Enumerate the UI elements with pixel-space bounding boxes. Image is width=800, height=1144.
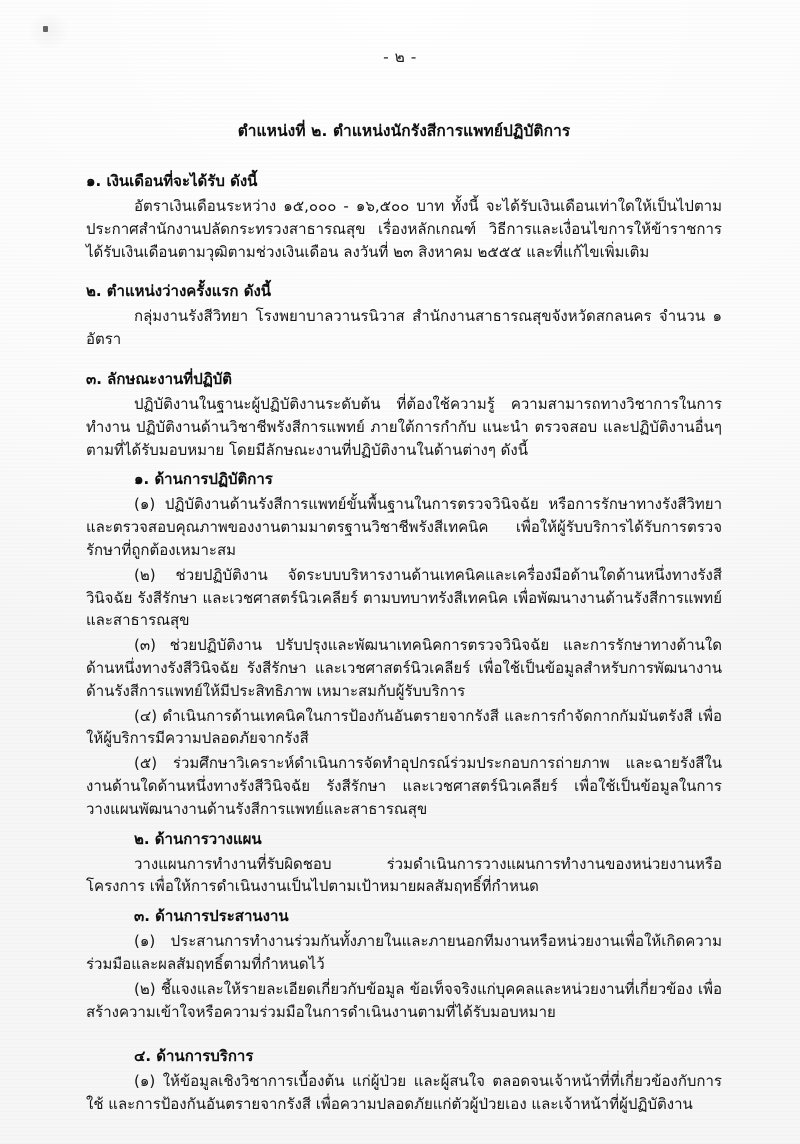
section-salary [86,169,722,263]
spacer [86,1025,722,1038]
spacer [86,359,722,367]
page-number: - ๒ - [383,48,417,66]
spacer [86,271,722,279]
list-item: (๓) ช่วยปฏิบัติงาน ปรับปรุงและพัฒนาเทคนิคการตรวจวินิจฉัย และการรักษาทางด้านใดด้านหนึ่งทางรังสีวินิจฉัย รังสีรักษา และเวชศาสตร์นิวเคลียร์ เพื่อใช้เป็นข้อมูลสำหรับการพัฒนางานด้านรังสีการแพทย์ให้มีประสิทธิภาพ เหมาะสมกับผู้รับบริการ [86,636,722,700]
subsection-heading-service: ๔. ด้านการบริการ [134,1047,254,1066]
section-duties-intro: ปฏิบัติงานในฐานะผู้ปฏิบัติงานระดับต้น ที่ต้องใช้ความรู้ ความสามารถทางวิชาการในการทำงาน ปฏิบัติงานด้านวิชาชีพรังสีการแพทย์ ภายใต้การกำกับ แนะนำ ตรวจสอบ และปฏิบัติงานอื่นๆ ตามที่ได้รับมอบหมาย โดยมีลักษณะงานที่ปฏิบัติงานในด้านต่างๆ ดังนี้ [86,394,722,459]
subsection-heading-planning: ๒. ด้านการวางแผน [134,829,262,848]
section-vacancy-paragraph: กลุ่มงานรังสีวิทยา โรงพยาบาลวานรนิวาส สำนักงานสาธารณสุขจังหวัดสกลนคร จำนวน ๑ อัตรา [86,307,722,349]
scan-artifact-halo [26,14,72,48]
section-heading-vacancy: ๒. ตำแหน่งว่างครั้งแรก ดังนี้ [86,282,272,301]
list-item: (๒) ชี้แจงและให้รายละเอียดเกี่ยวกับข้อมูล ข้อเท็จจริงแก่บุคคลและหน่วยงานที่เกี่ยวข้อง เพื่อสร้างความเข้าใจหรือความร่วมมือในการดำเนินงานตามที่ได้รับมอบหมาย [86,979,722,1021]
page-title: ตำแหน่งที่ ๒. ตำแหน่งนักรังสีการแพทย์ปฏิบัติการ [237,122,571,140]
subsection-operations [86,467,722,820]
subsection-coordination [86,904,722,1023]
subsection-heading-coordination: ๓. ด้านการประสานงาน [134,907,289,926]
list-item: (๔) ดำเนินการด้านเทคนิคในการป้องกันอันตรายจากรังสี และการกำจัดกากกัมมันตรังสี เพื่อให้ผู้บริการมีความปลอดภัยจากรังสี [86,706,722,748]
subsection-planning [86,827,722,899]
section-heading-salary: ๑. เงินเดือนที่จะได้รับ ดังนี้ [86,172,258,190]
scan-artifact-speck [43,26,48,32]
subsection-heading-operations: ๑. ด้านการปฏิบัติการ [134,470,273,489]
section-salary-paragraph: อัตราเงินเดือนระหว่าง ๑๕,๐๐๐ - ๑๖,๕๐๐ บาท ทั้งนี้ จะได้รับเงินเดือนเท่าใดให้เป็นไปตามประกาศสำนักงานปลัดกระทรวงสาธารณสุข เรื่องหลักเกณฑ์ วิธีการและเงื่อนไขการให้ข้าราชการได้รับเงินเดือนตามวุฒิตามช่วงเงินเดือน ลงวันที่ ๒๓ สิงหาคม ๒๕๕๕ และที่แก้ไขเพิ่มเติม [86,197,722,261]
list-item: (๑) ปฏิบัติงานด้านรังสีการแพทย์ขั้นพื้นฐานในการตรวจวินิจฉัย หรือการรักษาทางรังสีวิทยา และตรวจสอบคุณภาพของงานตามมาตรฐานวิชาชีพรังสีเทคนิค เพื่อให้ผู้รับบริการได้รับการตรวจรักษาที่ถูกต้องเหมาะสม [86,495,722,559]
list-item: (๑) ประสานการทำงานร่วมกันทั้งภายในและภายนอกทีมงานหรือหน่วยงานเพื่อให้เกิดความร่วมมือและผลสัมฤทธิ์ตามที่กำหนดไว้ [86,932,722,973]
subsection-service [86,1044,722,1116]
list-item: (๑) ให้ข้อมูลเชิงวิชาการเบื้องต้น แก่ผู้ป่วย และผู้สนใจ ตลอดจนเจ้าหน้าที่ที่เกี่ยวข้องกับการใช้ และการป้องกันอันตรายจากรังสี เพื่อความปลอดภัยแก่ตัวผู้ป่วยเอง และเจ้าหน้าที่ผู้ปฏิบัติงาน [86,1072,722,1114]
section-heading-duties: ๓. ลักษณะงานที่ปฏิบัติ [86,369,233,388]
list-item: (๕) ร่วมศึกษาวิเคราะห์ดำเนินการจัดทำอุปกรณ์ร่วมประกอบการถ่ายภาพ และฉายรังสีในงานด้านใดด้านหนึ่งทางรังสีวินิจฉัย รังสีรักษา และเวชศาสตร์นิวเคลียร์ เพื่อใช้เป็นข้อมูลในการวางแผนพัฒนางานด้านรังสีการแพทย์และสาธารณสุข [86,754,722,818]
list-item: (๒) ช่วยปฏิบัติงาน จัดระบบบริหารงานด้านเทคนิคและเครื่องมือด้านใดด้านหนึ่งทางรังสีวินิจฉัย รังสีรักษา และเวชศาสตร์นิวเคลียร์ ตามบทบาทรังสีเทคนิค เพื่อพัฒนางานด้านรังสีการแพทย์ และสาธารณสุข [86,565,722,630]
list-item: วางแผนการทำงานที่รับผิดชอบ ร่วมดำเนินการวางแผนการทำงานของหน่วยงานหรือโครงการ เพื่อให้การดำเนินงานเป็นไปตามเป้าหมายผลสัมฤทธิ์ที่กำหนด [86,854,722,896]
document-body [86,118,722,1118]
section-duties [86,367,722,1116]
section-vacancy [86,279,722,351]
